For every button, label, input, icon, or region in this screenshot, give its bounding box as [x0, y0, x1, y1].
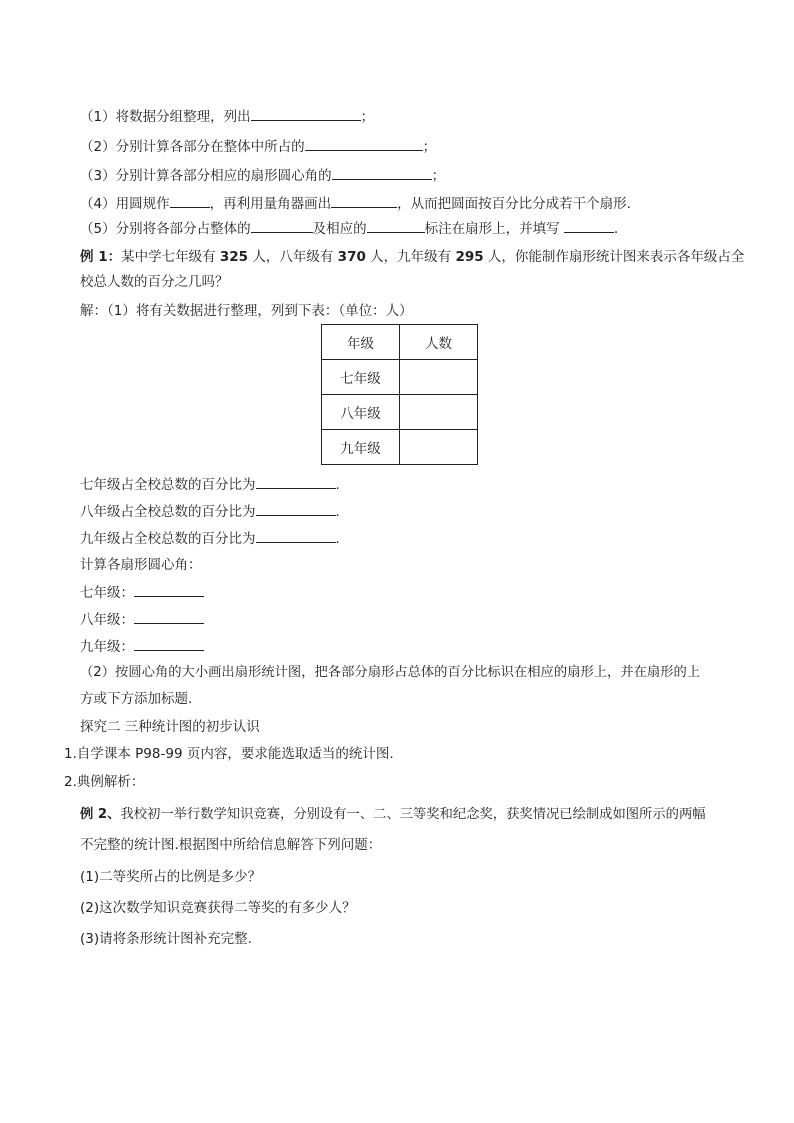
table-cell-grade: 八年级: [322, 395, 400, 430]
example-1-line-2: 校总人数的百分之几吗？: [80, 274, 229, 290]
percent-grade-7-blank[interactable]: [256, 475, 336, 489]
step-5-end: .: [613, 221, 619, 237]
table-row: [322, 360, 478, 395]
table-cell-count-input[interactable]: [400, 395, 478, 430]
step-1-number: （1）: [80, 109, 116, 125]
step-4-text-b: ，再利用量角器画出: [209, 196, 332, 212]
table-row: [322, 395, 478, 430]
step-5-text-a: 分别将各部分占整体的: [115, 221, 251, 237]
step-3-end: ；: [431, 168, 446, 184]
step-2-text: 分别计算各部分在整体中所占的: [115, 139, 305, 155]
percent-grade-8-blank[interactable]: [256, 502, 336, 516]
table-header-grade: 年级: [322, 325, 400, 360]
step-2-number: （2）: [80, 139, 116, 155]
table-header-row: [322, 325, 478, 360]
step-2-end: ；: [422, 139, 437, 155]
step-5-text-b: 及相应的: [312, 221, 367, 237]
angle-grade-8: [80, 610, 204, 629]
example-1-text-1: 某中学七年级有: [121, 249, 220, 265]
angle-title: 计算各扇形圆心角：: [80, 557, 202, 573]
step-5-blank-2[interactable]: [367, 219, 425, 233]
angle-grade-7: [80, 583, 204, 602]
step-5-blank-3[interactable]: [564, 219, 614, 233]
step-4: [80, 194, 631, 213]
angle-grade-7-label: 七年级：: [80, 585, 134, 601]
step-5-number: （5）: [80, 221, 116, 237]
step-5-blank-1[interactable]: [251, 219, 313, 233]
angle-grade-9: [80, 637, 204, 656]
part-2-line-1: （2）按圆心角的大小画出扇形统计图，把各部分扇形占总体的百分比标识在相应的扇形上，并在扇形的上: [80, 665, 701, 680]
grade-9-count: 295: [455, 249, 484, 265]
angle-grade-9-blank[interactable]: [134, 637, 204, 651]
percent-grade-9-label: 九年级占全校总数的百分比为: [80, 531, 256, 547]
table-row: [322, 430, 478, 465]
step-2-blank[interactable]: [305, 137, 423, 151]
grade-count-table: [321, 324, 478, 465]
step-1-blank[interactable]: [251, 107, 361, 121]
example-1-text-3: 人，九年级有: [365, 249, 456, 265]
example-2-line-2: 不完整的统计图.根据图中所给信息解答下列问题：: [80, 837, 382, 853]
step-5-text-c: 标注在扇形上，并填写: [424, 221, 560, 237]
step-4-blank-1[interactable]: [170, 194, 210, 208]
example-1-line-1: [80, 248, 744, 266]
example-2-line-1: [80, 806, 706, 824]
step-4-text-c: ，从而把圆面按百分比分成若干个扇形.: [397, 196, 631, 212]
period: .: [335, 531, 340, 547]
explore-2-item-2: 2.典例解析：: [64, 774, 145, 790]
example-2-label: 例 2、: [80, 807, 121, 822]
question-3: (3)请将条形统计图补充完整.: [80, 931, 252, 947]
percent-grade-9: [80, 529, 340, 548]
step-4-blank-2[interactable]: [331, 194, 397, 208]
angle-grade-8-blank[interactable]: [134, 610, 204, 624]
step-5: [80, 219, 618, 238]
angle-grade-9-label: 九年级：: [80, 639, 134, 655]
table-header-count: 人数: [400, 325, 478, 360]
step-3: [80, 166, 445, 185]
step-2: [80, 137, 436, 156]
table-cell-count-input[interactable]: [400, 430, 478, 465]
example-1-label: 例 1：: [80, 249, 122, 265]
step-3-blank[interactable]: [332, 166, 432, 180]
period: .: [335, 477, 340, 493]
step-3-text: 分别计算各部分相应的扇形圆心角的: [115, 168, 332, 184]
percent-grade-7-label: 七年级占全校总数的百分比为: [80, 477, 256, 493]
percent-grade-7: [80, 475, 340, 494]
percent-grade-9-blank[interactable]: [256, 529, 336, 543]
step-3-number: （3）: [80, 168, 116, 184]
example-2-text: 我校初一举行数学知识竞赛，分别设有一、二、三等奖和纪念奖，获奖情况已绘制成如图所示的两幅: [120, 807, 706, 822]
percent-grade-8: [80, 502, 340, 521]
explore-2-title: 探究二 三种统计图的初步认识: [80, 719, 260, 735]
angle-grade-7-blank[interactable]: [134, 583, 204, 597]
table-cell-grade: 九年级: [322, 430, 400, 465]
step-1: [80, 107, 374, 126]
step-4-text-a: 用圆规作: [115, 196, 170, 212]
period: .: [335, 504, 340, 520]
example-1-text-2: 人，八年级有: [248, 249, 338, 265]
table-cell-grade: 七年级: [322, 360, 400, 395]
example-1-text-4: 人，你能制作扇形统计图来表示各年级占全: [483, 249, 745, 265]
question-1: (1)二等奖所占的比例是多少？: [80, 869, 262, 885]
table-cell-count-input[interactable]: [400, 360, 478, 395]
explore-2-item-1: 1.自学课本 P98-99 页内容，要求能选取适当的统计图.: [64, 746, 394, 762]
angle-grade-8-label: 八年级：: [80, 612, 134, 628]
step-4-number: （4）: [80, 196, 116, 212]
solution-intro: 解：（1）将有关数据进行整理，列到下表：（单位：人）: [80, 303, 413, 319]
part-2-line-2: 方或下方添加标题.: [80, 691, 193, 707]
step-1-end: ；: [360, 109, 375, 125]
grade-8-count: 370: [337, 249, 366, 265]
question-2: (2)这次数学知识竞赛获得二等奖的有多少人？: [80, 900, 356, 916]
grade-7-count: 325: [219, 249, 249, 265]
step-1-text: 将数据分组整理，列出: [115, 109, 251, 125]
percent-grade-8-label: 八年级占全校总数的百分比为: [80, 504, 256, 520]
